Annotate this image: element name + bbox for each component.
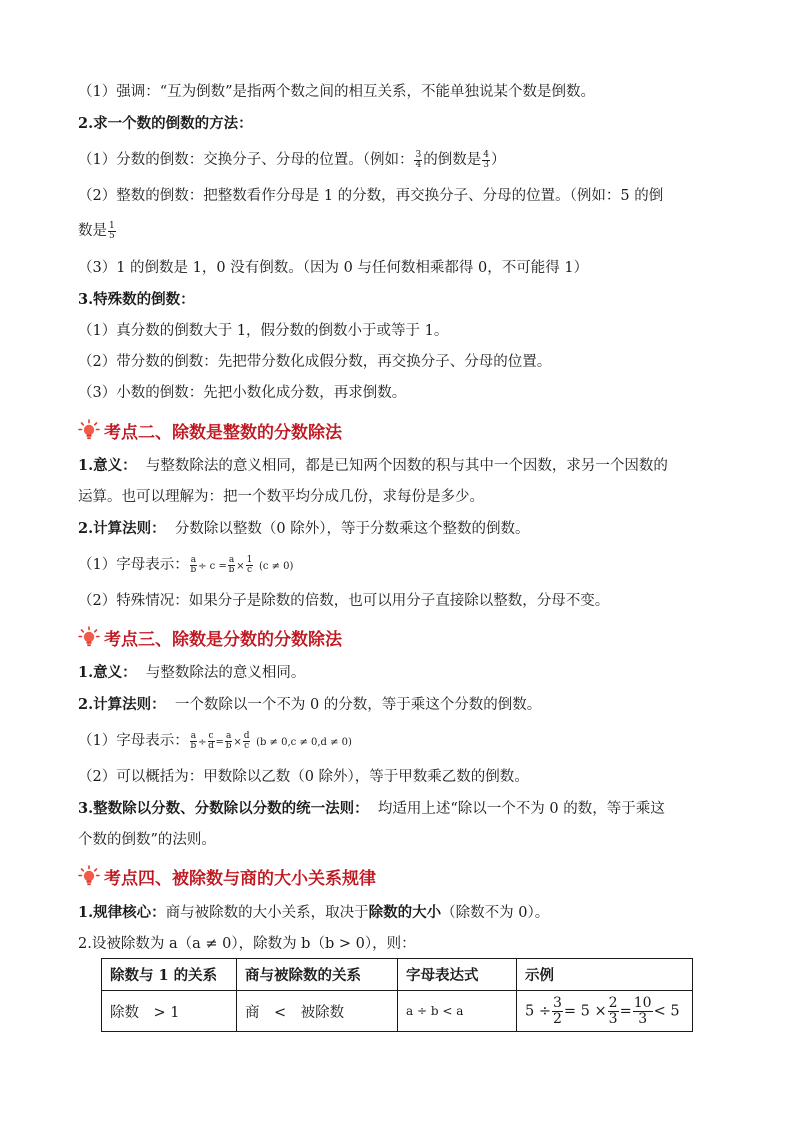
fraction — [633, 996, 653, 1027]
fraction-num: 3 — [552, 994, 562, 1011]
fraction-den: b — [228, 564, 235, 575]
heading-text: 考点三、除数是分数的分数除法 — [104, 629, 342, 650]
fraction — [190, 732, 197, 751]
text-fragment: （1）分数的倒数：交换分子、分母的位置。（例如： — [78, 152, 414, 168]
fraction-den: c — [244, 740, 250, 751]
text-line: （2）整数的倒数：把整数看作分母是 1 的分数，再交换分子、分母的位置。（例如：5 的倒 — [78, 188, 664, 204]
table-header-row — [102, 959, 693, 991]
text-fragment: （除数不为 0）。 — [441, 905, 550, 921]
formula-line — [78, 555, 293, 577]
fraction-num: 10 — [633, 994, 652, 1011]
text-line: 运算。也可以理解为：把一个数平均分成几份，求每份是多少。 — [78, 489, 484, 505]
text-fragment: ） — [490, 152, 506, 168]
fraction — [228, 556, 235, 575]
formula-line — [78, 731, 352, 753]
fraction-den: 4 — [415, 159, 422, 170]
text-line: （3）1 的倒数是 1，0 没有倒数。（因为 0 与任何数相乘都得 0，不可能得 1） — [78, 260, 589, 276]
fraction-num: c — [208, 730, 214, 741]
emphasis-text: 除数的大小 — [368, 904, 442, 921]
heading-text: 考点四、被除数与商的大小关系规律 — [104, 868, 376, 889]
text-fragment: 均适用上述“除以一个不为 0 的数，等于乘这 — [377, 801, 665, 817]
fraction — [246, 556, 254, 575]
lightbulb-icon — [78, 626, 100, 648]
fraction — [225, 732, 232, 751]
section-heading — [78, 863, 376, 889]
text-line: （2）带分数的倒数：先把带分数化成假分数，再交换分子、分母的位置。 — [78, 354, 552, 370]
fraction-num: d — [243, 730, 250, 741]
table-cell: 商 < 被除数 — [237, 991, 398, 1032]
fraction-den: 3 — [608, 1010, 618, 1027]
text-fragment: （1）字母表示： — [78, 557, 189, 573]
example-fragment: = 5 × — [563, 1003, 607, 1019]
text-fragment: 与整数除法的意义相同。 — [145, 665, 306, 681]
fraction — [208, 732, 215, 751]
table-cell: 除数 > 1 — [102, 991, 237, 1032]
text-fragment: 数是 — [78, 223, 107, 239]
heading-text: 考点二、除数是整数的分数除法 — [104, 422, 342, 443]
fraction-num: a — [225, 730, 232, 741]
table-cell: a ÷ b < a — [398, 991, 517, 1032]
fraction-num: a — [190, 554, 197, 565]
text-line: 2.设被除数为 a（a ≠ 0），除数为 b（b > 0），则： — [78, 936, 416, 952]
example-fragment: < 5 — [653, 1003, 680, 1019]
fraction-num: 1 — [246, 554, 253, 565]
fraction — [608, 996, 619, 1027]
text-line: 个数的倒数”的法则。 — [78, 832, 216, 848]
example-fragment: = — [619, 1003, 632, 1019]
fraction — [190, 556, 197, 575]
fraction-num: 1 — [109, 220, 115, 231]
relation-table — [101, 958, 693, 1032]
text-fragment: 的倒数是 — [423, 152, 482, 168]
fraction-den: d — [208, 740, 214, 751]
text-line — [78, 799, 665, 819]
text-fragment: 与整数除法的意义相同，都是已知两个因数的积与其中一个因数，求另一个因数的 — [145, 458, 668, 474]
table-header: 示例 — [517, 959, 693, 991]
table-cell — [517, 991, 693, 1032]
fraction — [414, 151, 422, 170]
formula-condition: (b ≠ 0,c ≠ 0,d ≠ 0) — [256, 737, 352, 748]
fraction-den: c — [246, 564, 252, 575]
text-fragment: 一个数除以一个不为 0 的分数，等于乘这个分数的倒数。 — [174, 697, 542, 713]
table-header: 除数与 1 的关系 — [102, 959, 237, 991]
term-label: 2.计算法则： — [78, 520, 166, 537]
term-label: 2.计算法则： — [78, 696, 166, 713]
text-line — [78, 456, 668, 476]
lightbulb-icon — [78, 419, 100, 441]
text-fragment: 商与被除数的大小关系，取决于 — [165, 905, 369, 921]
fraction-num: 2 — [608, 994, 618, 1011]
fraction — [482, 151, 490, 170]
fraction — [243, 732, 251, 751]
text-line: （2）可以概括为：甲数除以乙数（0 除外），等于甲数乘乙数的倒数。 — [78, 769, 529, 785]
term-label: 1.意义： — [78, 457, 137, 474]
fraction — [108, 222, 116, 241]
text-line — [78, 221, 117, 241]
text-fragment: 分数除以整数（0 除外），等于分数乘这个整数的倒数。 — [174, 521, 530, 537]
fraction-den: b — [190, 740, 197, 751]
formula-condition: (c ≠ 0) — [258, 561, 294, 572]
text-line: （3）小数的倒数：先把小数化成分数，再求倒数。 — [78, 385, 407, 401]
text-line: （2）特殊情况：如果分子是除数的倍数，也可以用分子直接除以整数，分母不变。 — [78, 593, 610, 609]
term-label: 1.意义： — [78, 664, 137, 681]
fraction-den: 3 — [483, 159, 489, 170]
text-line: （1）真分数的倒数大于 1，假分数的倒数小于或等于 1。 — [78, 323, 449, 339]
fraction-den: b — [225, 740, 232, 751]
formula-op: ÷ c = — [198, 561, 227, 572]
term-label: 3.整数除以分数、分数除以分数的统一法则： — [78, 800, 369, 817]
formula-op: = — [215, 737, 224, 748]
fraction — [552, 996, 563, 1027]
text-line — [78, 663, 305, 683]
section-title: 2.求一个数的倒数的方法： — [78, 115, 253, 132]
text-line — [78, 903, 549, 923]
fraction-num: 3 — [415, 149, 422, 160]
text-line: （1）强调：“互为倒数”是指两个数之间的相互关系，不能单独说某个数是倒数。 — [78, 84, 596, 100]
fraction-den: 3 — [638, 1010, 648, 1027]
text-line — [78, 695, 541, 715]
text-fragment: （1）字母表示： — [78, 733, 189, 749]
fraction-den: 2 — [552, 1010, 562, 1027]
section-title: 3.特殊数的倒数： — [78, 291, 195, 308]
text-line — [78, 519, 529, 539]
fraction-num: 4 — [483, 149, 489, 160]
formula-op: × — [236, 561, 245, 572]
fraction-num: a — [190, 730, 197, 741]
table-row — [102, 991, 693, 1032]
section-heading — [78, 624, 342, 650]
section-heading — [78, 417, 342, 443]
table-header: 字母表达式 — [398, 959, 517, 991]
table-header: 商与被除数的关系 — [237, 959, 398, 991]
term-label: 1.规律核心： — [78, 904, 166, 921]
formula-op: ÷ — [198, 737, 207, 748]
formula-op: × — [233, 737, 242, 748]
fraction-num: a — [228, 554, 235, 565]
example-fragment: 5 ÷ — [525, 1003, 551, 1019]
fraction-den: b — [190, 564, 197, 575]
text-line — [78, 150, 505, 170]
lightbulb-icon — [78, 865, 100, 887]
fraction-den: 5 — [109, 230, 115, 241]
